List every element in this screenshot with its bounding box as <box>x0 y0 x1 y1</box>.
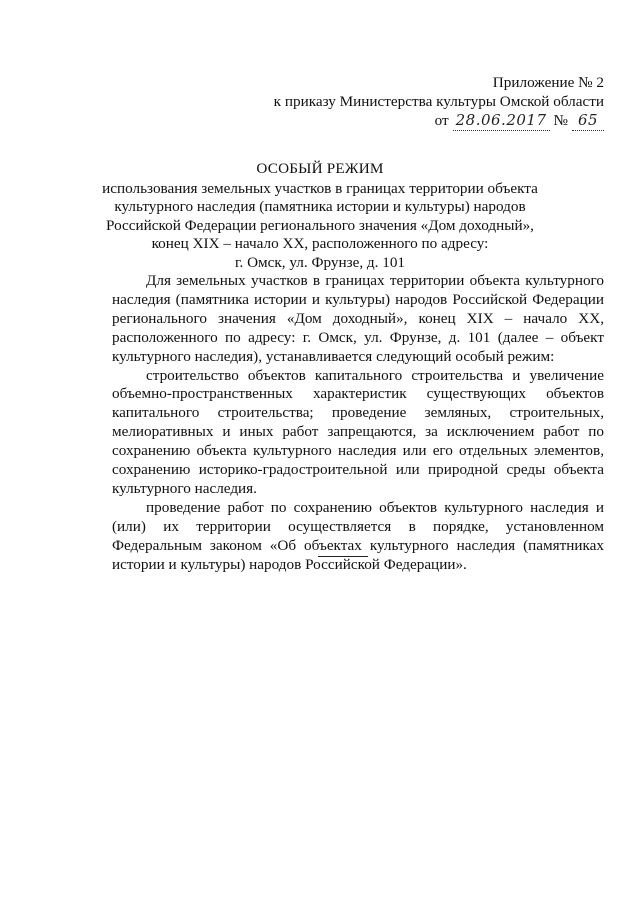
body-paragraph-restrictions: строительство объектов капитального строительства и увеличение объемно-пространственных характеристик существующих объектов капитального строительства; проведение земляных, строительных, мелиоративных и иных работ запрещаются, за исключением работ по сохранению объекта культурного наследия или его отдельных элементов, сохранению историко-градостроительной или природной среды объекта культурного наследия. <box>112 366 604 497</box>
title-line: Российской Федерации регионального значения «Дом доходный», <box>106 216 534 234</box>
handwritten-order-number: 65 <box>572 111 604 131</box>
handwritten-date: 28.06.2017 <box>453 111 550 131</box>
title-line: конец XIX – начало XX, расположенного по адресу: <box>151 235 489 252</box>
appendix-header <box>274 73 604 131</box>
document-title: ОСОБЫЙ РЕЖИМ <box>256 160 384 177</box>
order-reference: к приказу Министерства культуры Омской области <box>273 93 604 110</box>
order-date-line <box>274 111 604 131</box>
body-paragraph-procedure: проведение работ по сохранению объектов культурного наследия и (или) их территории осуществляется в порядке, установленном Федеральным законом «Об объектах культурного наследия (памятниках истории и культуры) народов Российской Федерации». <box>112 498 604 573</box>
appendix-number: Приложение № 2 <box>492 74 604 91</box>
closing-rule <box>318 556 368 557</box>
number-prefix: № <box>553 112 568 129</box>
document-title-block <box>100 160 540 272</box>
document-body <box>112 272 604 575</box>
title-line: культурного наследия (памятника истории и культуры) народов <box>114 198 526 215</box>
title-line: г. Омск, ул. Фрунзе, д. 101 <box>234 253 406 271</box>
body-paragraph-intro: Для земельных участков в границах территории объекта культурного наследия (памятника истории и культуры) народов Российской Федерации регионального значения «Дом доходный», конец XIX – начало XX, расположенного по адресу: г. Омск, ул. Фрунзе, д. 101 (далее – объект культурного наследия), устанавливается следующий особый режим: <box>112 272 604 365</box>
date-prefix: от <box>434 112 449 129</box>
title-line: использования земельных участков в границах территории объекта <box>102 179 538 197</box>
